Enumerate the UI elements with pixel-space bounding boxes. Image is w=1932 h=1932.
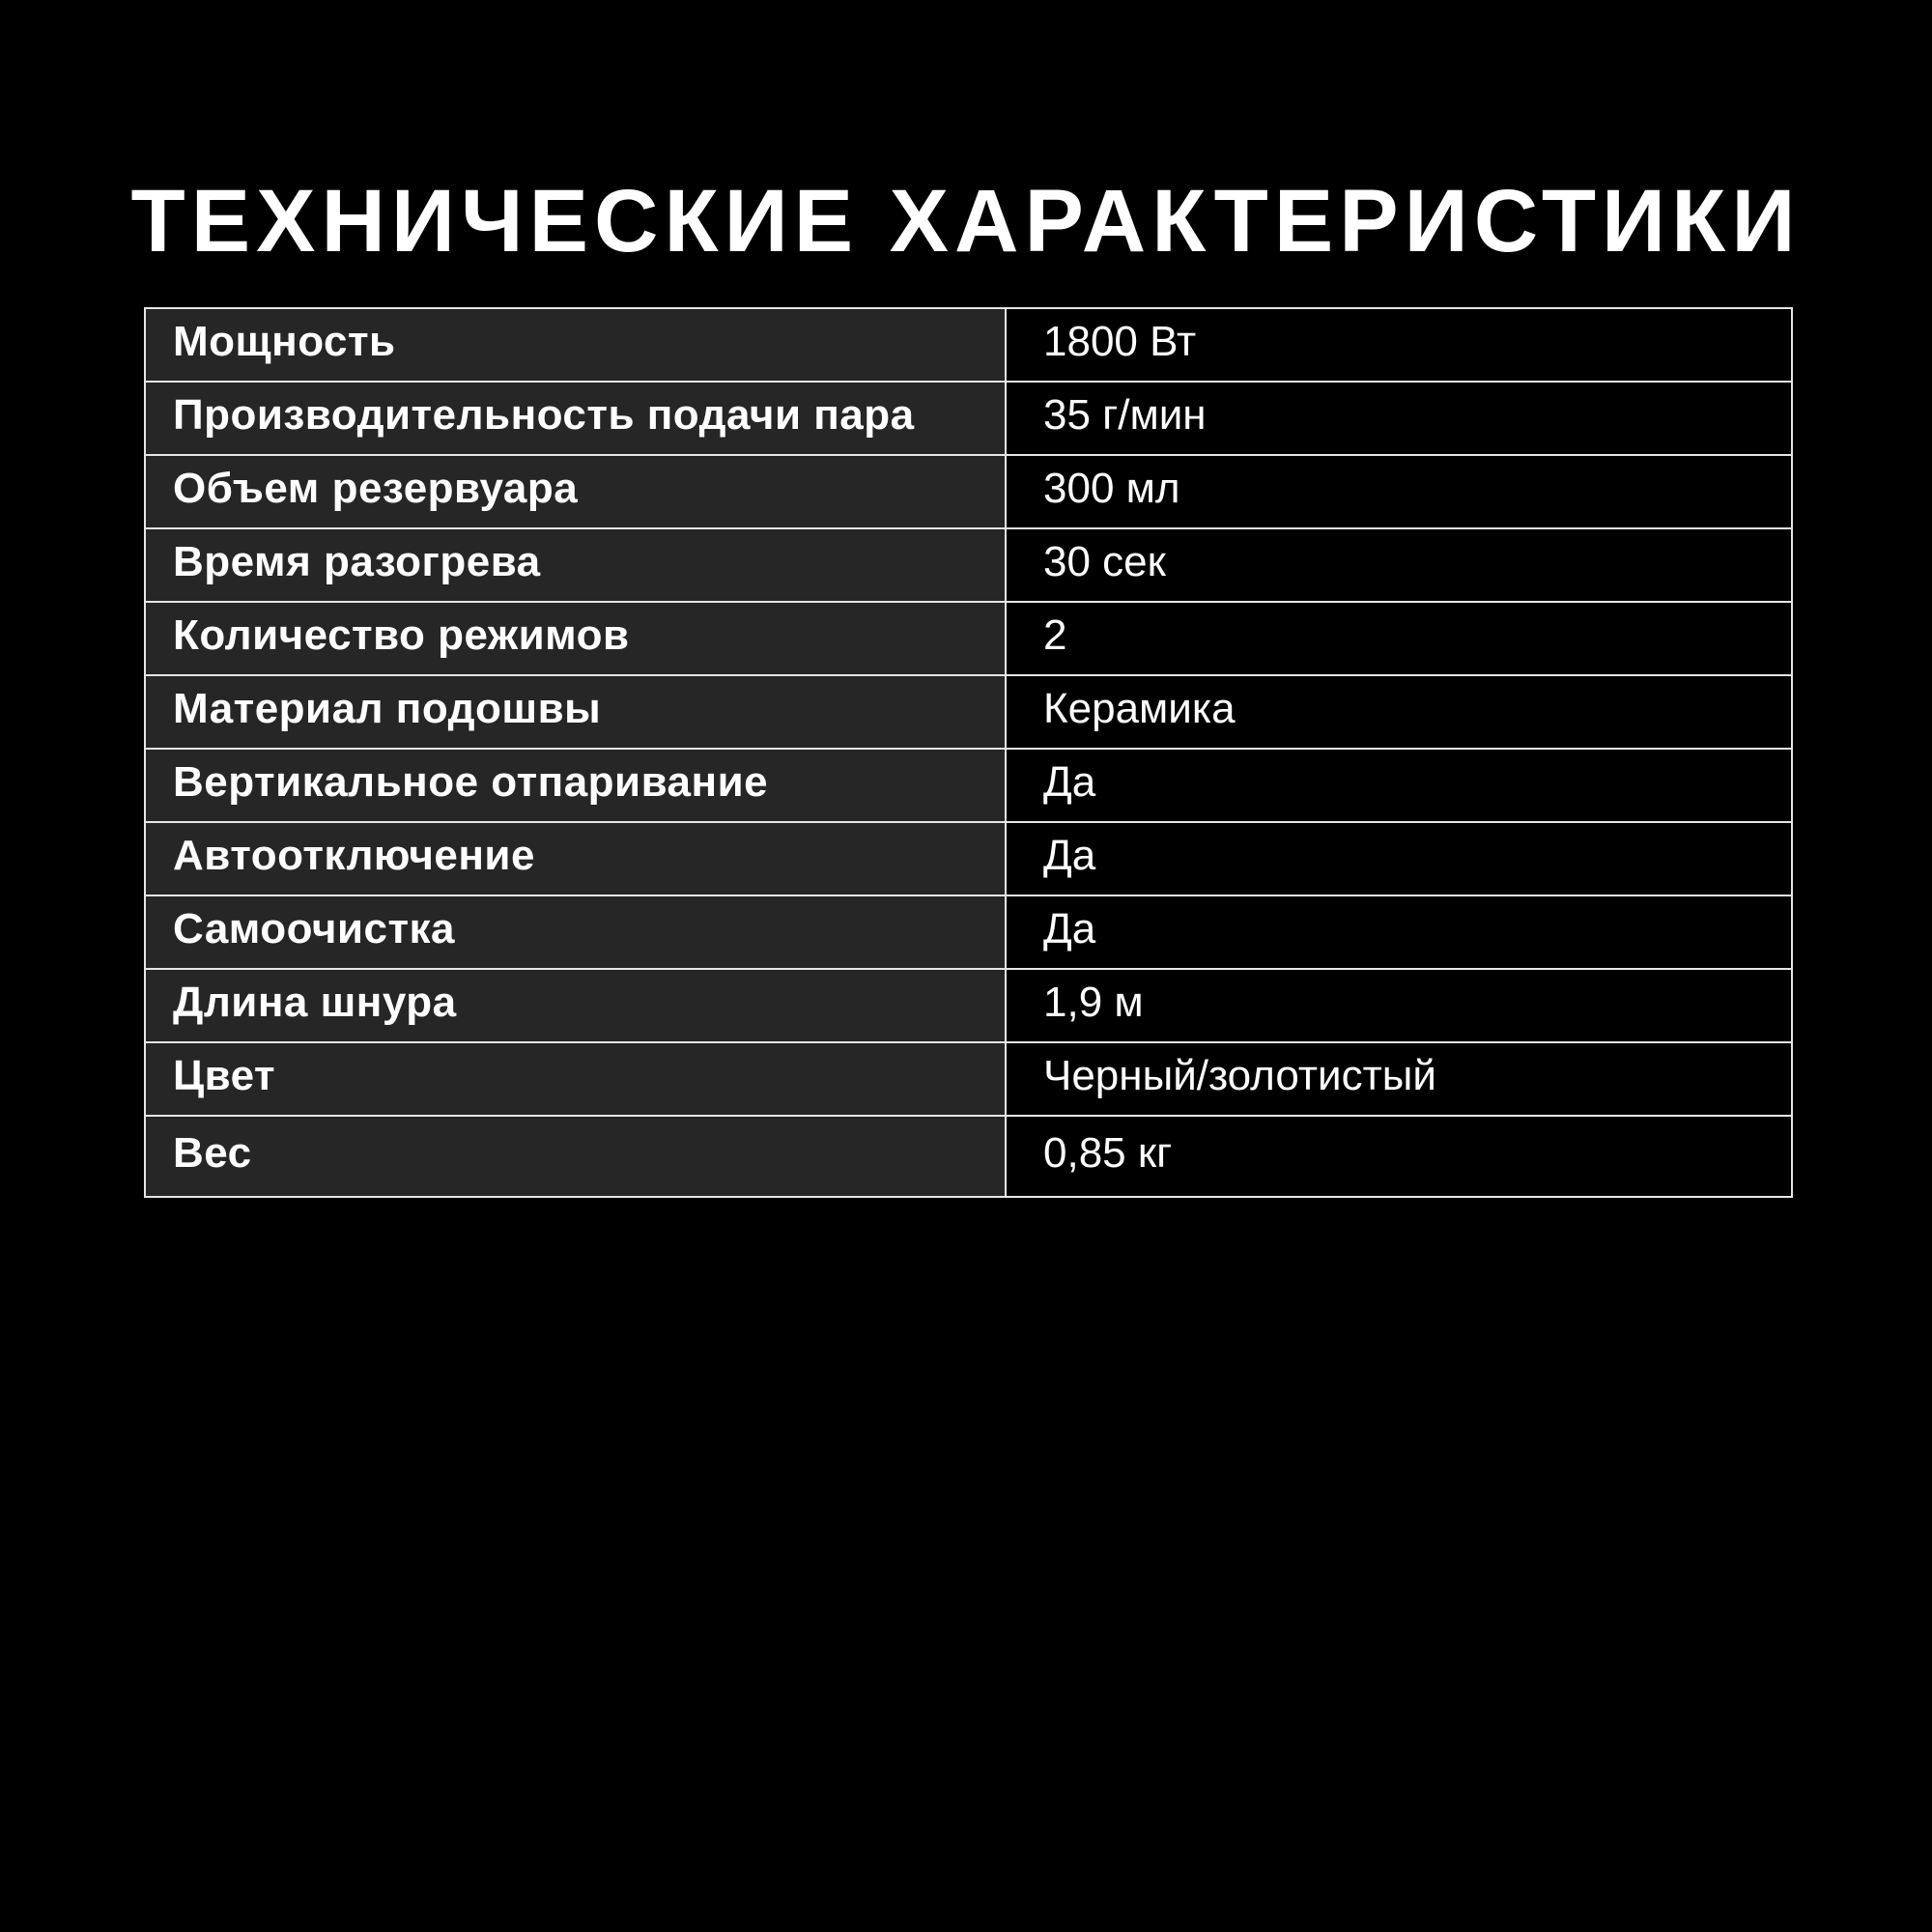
spec-name: Производительность подачи пара <box>145 382 1006 455</box>
table-row <box>145 1042 1792 1116</box>
table-row <box>145 749 1792 822</box>
spec-value: Черный/золотистый <box>1006 1042 1792 1116</box>
spec-value: Керамика <box>1006 675 1792 749</box>
spec-value: 1,9 м <box>1006 969 1792 1042</box>
spec-value: 0,85 кг <box>1006 1116 1792 1197</box>
spec-name: Время разогрева <box>145 528 1006 602</box>
spec-value: 300 мл <box>1006 455 1792 528</box>
page-title: ТЕХНИЧЕСКИЕ ХАРАКТЕРИСТИКИ <box>130 171 1802 270</box>
table-row <box>145 455 1792 528</box>
spec-name: Вес <box>145 1116 1006 1197</box>
table-row <box>145 675 1792 749</box>
spec-name: Самоочистка <box>145 895 1006 969</box>
spec-value: 30 сек <box>1006 528 1792 602</box>
table-row <box>145 528 1792 602</box>
table-row <box>145 895 1792 969</box>
table-row <box>145 969 1792 1042</box>
spec-name: Вертикальное отпаривание <box>145 749 1006 822</box>
spec-name: Количество режимов <box>145 602 1006 675</box>
spec-value: 1800 Вт <box>1006 308 1792 382</box>
table-row <box>145 308 1792 382</box>
specs-table <box>144 307 1793 1198</box>
spec-name: Объем резервуара <box>145 455 1006 528</box>
spec-name: Автоотключение <box>145 822 1006 895</box>
spec-name: Мощность <box>145 308 1006 382</box>
spec-value: Да <box>1006 749 1792 822</box>
table-row <box>145 1116 1792 1197</box>
spec-name: Материал подошвы <box>145 675 1006 749</box>
table-row <box>145 382 1792 455</box>
spec-value: Да <box>1006 822 1792 895</box>
spec-value: Да <box>1006 895 1792 969</box>
spec-value: 2 <box>1006 602 1792 675</box>
spec-name: Длина шнура <box>145 969 1006 1042</box>
table-row <box>145 822 1792 895</box>
spec-name: Цвет <box>145 1042 1006 1116</box>
spec-value: 35 г/мин <box>1006 382 1792 455</box>
table-row <box>145 602 1792 675</box>
